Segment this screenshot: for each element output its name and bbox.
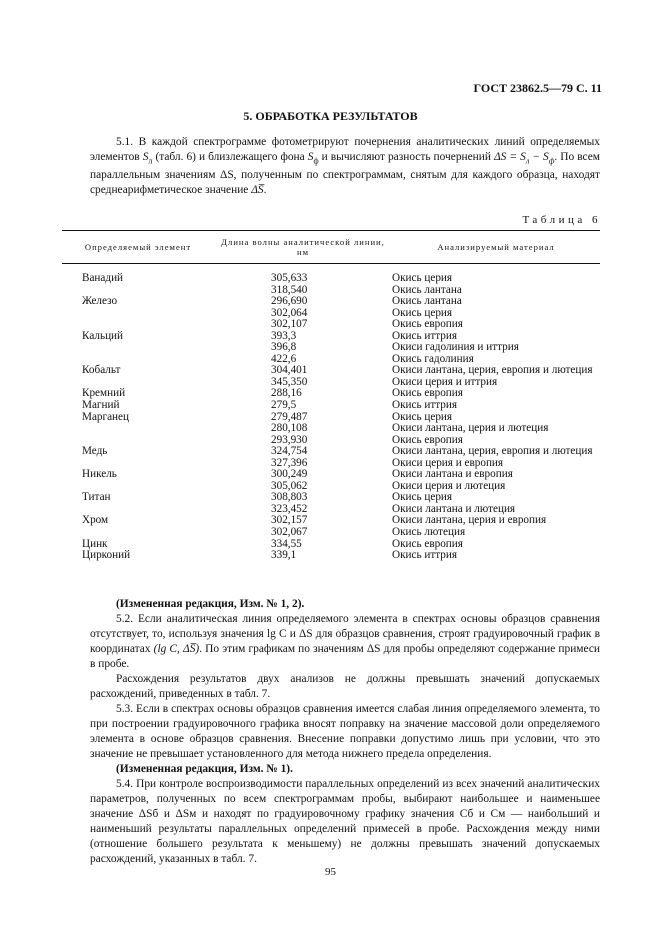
cell-wavelength: 318,540 <box>271 283 308 296</box>
cell-wavelength: 393,3 <box>271 329 297 342</box>
cell-wavelength: 396,8 <box>271 341 297 354</box>
cell-material: Окись иттрия <box>392 399 457 412</box>
cell-element: Железо <box>82 295 118 308</box>
table-row <box>62 469 600 481</box>
cell-wavelength: 302,067 <box>271 526 308 539</box>
paragraph-5-2-second: Расхождения результатов двух анализов не должны превышать значений допускаемых расхождений, приведенных в табл. 7. <box>90 673 600 700</box>
cell-element: Магний <box>82 399 120 412</box>
cell-material: Окиси лантана и лютеция <box>392 502 516 515</box>
formula-left: ΔS = S <box>494 151 526 163</box>
formula-mid: − S <box>529 151 549 163</box>
sf-symbol: S <box>307 151 314 163</box>
paragraph-5-2 <box>90 612 600 672</box>
cell-wavelength: 327,396 <box>271 456 308 469</box>
table-row <box>62 331 600 343</box>
cell-wavelength: 288,16 <box>271 387 302 400</box>
cell-wavelength: 305,633 <box>271 272 308 284</box>
cell-material: Окись лютеция <box>392 526 466 539</box>
table-row <box>62 446 600 458</box>
cell-material: Окись гадолиния <box>392 352 474 365</box>
p51-text-b: (табл. 6) и близлежащего фона <box>155 151 305 163</box>
cell-material: Окиси лантана, церия и лютеция <box>392 422 549 435</box>
sf-subscript: ф <box>313 156 319 166</box>
cell-wavelength: 339,1 <box>271 549 297 562</box>
cell-material: Окись церия <box>392 410 453 423</box>
cell-material: Окиси гадолиния и иттрия <box>392 341 519 354</box>
table-row <box>62 515 600 527</box>
sl-symbol: S <box>142 151 149 163</box>
cell-element: Марганец <box>82 410 130 423</box>
cell-element: Никель <box>82 468 117 481</box>
cell-material: Окиси лантана, церия и европия <box>392 514 547 527</box>
cell-element <box>62 342 214 354</box>
cell-wavelength: 324,754 <box>271 445 308 458</box>
cell-wavelength: 422,6 <box>271 352 297 365</box>
table-row <box>62 550 600 562</box>
cell-wavelength: 280,108 <box>271 422 308 435</box>
cell-material: Окиси лантана, церия, европия и лютеция <box>392 364 593 377</box>
cell-element: Цинк <box>82 537 108 550</box>
cell-material: Окиси церия и иттрия <box>392 375 498 388</box>
table-label: Таблица 6 <box>522 214 601 226</box>
p52-text-a: 5.2. Если аналитическая линия определяемого элемента в спектрах основы образцов сравнения отсутствует, то, используя значения lg C и ΔS для образцов сравнения, строят градуировочный график в координатах <box>90 613 600 655</box>
cell-material: Окись иттрия <box>392 329 457 342</box>
cell-material: Окись европия <box>392 537 463 550</box>
cell-wavelength: 293,930 <box>271 433 308 446</box>
p51-text-e: . <box>263 184 267 197</box>
paragraph-5-4: 5.4. При контроле воспроизводимости параллельных определений из всех значений аналитических параметров, полученных по всем спектрограммам пробы, выбирают наибольшее и наименьшее значение ΔSб и ΔSм и находят по градуировочному графику значения Сб и Cм — наибольший и наименьший результаты параллельных определений примесей в пробе. Расхождения между ними (отношение большего результата к меньшему) не должны превышать значений допускаемых расхождений, указанных в табл. 7. <box>90 778 600 865</box>
sl-subscript: л <box>148 156 153 166</box>
page-number: 95 <box>325 866 336 878</box>
table-row <box>62 388 600 400</box>
column-header-wavelength: Длина волны аналитической линии, нм <box>214 231 392 264</box>
table-row <box>62 539 600 551</box>
formula-sub-1: л <box>525 156 530 166</box>
cell-wavelength: 279,487 <box>271 410 308 423</box>
table-row <box>62 264 600 285</box>
cell-material: Окись церия <box>392 491 453 504</box>
cell-wavelength: 345,350 <box>271 375 308 388</box>
cell-material: Окись церия <box>392 306 453 319</box>
amendment-note-1: (Измененная редакция, Изм. № 1, 2). <box>116 598 305 610</box>
cell-wavelength: 334,55 <box>271 537 302 550</box>
cell-material: Окиси церия и лютеция <box>392 479 506 492</box>
cell-wavelength: 304,401 <box>271 364 308 377</box>
table-row <box>62 481 600 493</box>
amendment-note-2: (Измененная редакция, Изм. № 1). <box>116 763 293 775</box>
cell-material: Окись европия <box>392 387 463 400</box>
table-row <box>62 492 600 504</box>
cell-wavelength: 296,690 <box>271 295 308 308</box>
cell-material: Окись европия <box>392 433 463 446</box>
paragraph-5-3: 5.3. Если в спектрах основы образцов сравнения имеется слабая линия определяемого элемента, то при построении градуировочного графика вносят поправку на значение массовой доли определяемого элемента в основе образцов сравнения. Внесение поправки допустимо лишь при условии, что это значение не превышает установленного для метода нижнего предела определения. <box>90 703 600 760</box>
column-header-material: Анализируемый материал <box>392 231 600 264</box>
cell-wavelength: 323,452 <box>271 502 308 515</box>
cell-element: Ванадий <box>82 272 124 284</box>
cell-element: Медь <box>82 445 108 458</box>
table-row <box>62 400 600 412</box>
section-title: 5. ОБРАБОТКА РЕЗУЛЬТАТОВ <box>243 109 418 123</box>
cell-element: Кобальт <box>82 364 121 377</box>
cell-element <box>62 319 214 331</box>
cell-element <box>62 308 214 320</box>
document-reference: ГОСТ 23862.5—79 С. 11 <box>473 81 602 95</box>
cell-material: Окись иттрия <box>392 549 457 562</box>
p52-text-b: . По этим графикам по значениям ΔS для пробы определяют содержание примеси в пробе. <box>90 643 600 670</box>
cell-material: Окиси лантана, церия, европия и лютеция <box>392 445 593 458</box>
table-6 <box>62 230 600 562</box>
table-body <box>62 264 600 562</box>
table-row <box>62 458 600 470</box>
cell-element <box>62 423 214 435</box>
cell-element: Цирконий <box>82 549 131 562</box>
table-row <box>62 423 600 435</box>
cell-wavelength: 302,107 <box>271 318 308 331</box>
cell-wavelength: 308,803 <box>271 491 308 504</box>
cell-wavelength: 302,064 <box>271 306 308 319</box>
table-row <box>62 319 600 331</box>
section-text <box>90 597 600 867</box>
difference-formula <box>494 151 555 166</box>
cell-element: Кальций <box>82 329 124 342</box>
cell-wavelength: 279,5 <box>271 399 297 412</box>
coordinates: (lg C, ΔS̅) <box>153 643 200 655</box>
cell-element: Титан <box>82 491 111 504</box>
table-row <box>62 527 600 539</box>
table-row <box>62 365 600 377</box>
p51-text-d: . По всем параллельным значениям ΔS, полученным по спектрограммам, снятым для каждого образца, находят среднеарифметическое значение <box>90 151 600 197</box>
cell-material: Окись европия <box>392 318 463 331</box>
cell-material: Окиси церия и европия <box>392 456 504 469</box>
p51-text-a: 5.1. В каждой спектрограмме фотометрируют почернения аналитических линий определяемых элементов <box>90 136 600 163</box>
table-row <box>62 308 600 320</box>
mean-delta-s: ΔS̅ <box>251 184 264 197</box>
table-row <box>62 377 600 389</box>
table-row <box>62 285 600 297</box>
p51-text-c: и вычисляют разность почернений <box>321 151 491 163</box>
cell-element <box>62 527 214 539</box>
cell-wavelength: 300,249 <box>271 468 308 481</box>
column-header-element: Определяемый элемент <box>62 231 214 264</box>
cell-material: Окись лантана <box>392 283 462 296</box>
cell-material: Окись церия <box>392 272 453 284</box>
cell-material: Окиси лантана и европия <box>392 468 513 481</box>
cell-wavelength: 305,062 <box>271 479 308 492</box>
cell-material: Окись лантана <box>392 295 462 308</box>
table-row <box>62 296 600 308</box>
cell-element: Хром <box>82 514 109 527</box>
table-row <box>62 342 600 354</box>
cell-element: Кремний <box>82 387 126 400</box>
paragraph-5-1 <box>90 135 600 198</box>
formula-sub-2: ф <box>548 156 555 166</box>
cell-wavelength: 302,157 <box>271 514 308 527</box>
